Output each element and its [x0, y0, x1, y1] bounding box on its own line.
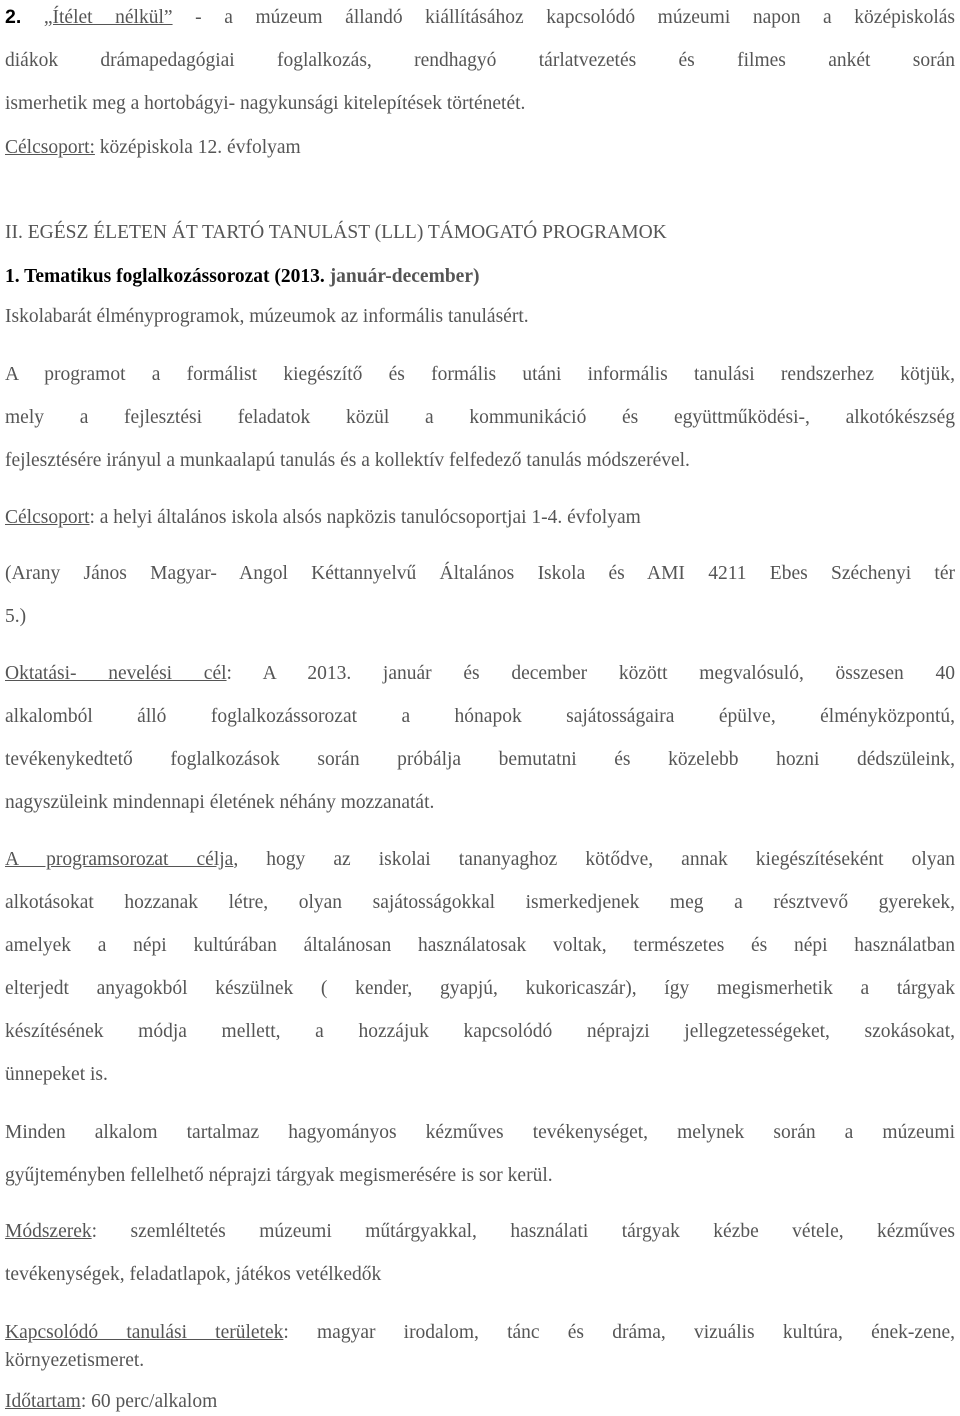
aim-line5: készítésének módja mellett, a hozzájuk kapcsolódó néprajzi jellegzetességeket, szokásokat,	[5, 1021, 955, 1042]
school-line2: 5.)	[5, 606, 27, 627]
section2-line1: 2. „Ítélet nélkül” - a múzeum állandó kiállításához kapcsolódó múzeumi napon a középiskolás	[5, 6, 956, 28]
school-line1: (Arany János Magyar- Angol Kéttannyelvű Általános Iskola és AMI 4211 Ebes Széchenyi tér	[5, 563, 955, 584]
section2-title: „Ítélet nélkül”	[43, 7, 173, 28]
target-group-label: Célcsoport	[5, 507, 90, 528]
goal-line1: Oktatási- nevelési cél: A 2013. január és december között megvalósuló, összesen 40	[5, 663, 955, 684]
section2-number: 2.	[5, 6, 22, 28]
areas-line1: Kapcsolódó tanulási területek: magyar irodalom, tánc és dráma, vizuális kultúra, ének-zene,	[5, 1322, 956, 1343]
areas-line2: környezetismeret.	[5, 1350, 145, 1371]
methods-line1: Módszerek: szemléltetés múzeumi műtárgyakkal, használati tárgyak kézbe vétele, kézműves	[5, 1221, 955, 1242]
aim-line2: alkotásokat hozzanak létre, olyan sajátosságokkal ismerkedjenek meg a résztvevő gyerekek,	[5, 892, 955, 913]
methods-label: Módszerek	[5, 1221, 92, 1242]
target-label: Célcsoport:	[5, 137, 95, 158]
goal-label: Oktatási- nevelési cél	[5, 663, 227, 684]
section2-line3: ismerhetik meg a hortobágyi- nagykunsági kitelepítések történetét.	[5, 93, 526, 114]
section2-target: Célcsoport: középiskola 12. évfolyam	[5, 137, 301, 158]
goal-line4: nagyszüleink mindennapi életének néhány mozzanatát.	[5, 792, 435, 813]
areas-label: Kapcsolódó tanulási területek	[5, 1322, 284, 1343]
aim-line3: amelyek a népi kultúrában általánosan használatosak voltak, természetes és népi használatban	[5, 935, 955, 956]
section-ii-subheading: 1. Tematikus foglalkozássorozat (2013. január-december)	[5, 266, 480, 287]
section-ii-heading: II. EGÉSZ ÉLETEN ÁT TARTÓ TANULÁST (LLL) TÁMOGATÓ PROGRAMOK	[5, 222, 667, 243]
target-group-line: Célcsoport: a helyi általános iskola alsós napközis tanulócsoportjai 1-4. évfolyam	[5, 507, 641, 528]
goal-line3: tevékenykedtető foglalkozások során próbálja bemutatni és közelebb hozni dédszüleink,	[5, 749, 955, 770]
methods-line2: tevékenységek, feladatlapok, játékos vetélkedők	[5, 1264, 382, 1285]
duration-line: Időtartam: 60 perc/alkalom	[5, 1391, 218, 1412]
craft-line2: gyűjteményben fellelhető néprajzi tárgyak megismerésére is sor kerül.	[5, 1165, 553, 1186]
aim-line1: A programsorozat célja, hogy az iskolai tananyaghoz kötődve, annak kiegészítéseként olyan	[5, 849, 955, 870]
aim-line4: elterjedt anyagokból készülnek ( kender, gyapjú, kukoricaszár), így megismerhetik a tárgyak	[5, 978, 955, 999]
aim-label: A programsorozat célja	[5, 849, 234, 870]
section2-line2: diákok drámapedagógiai foglalkozás, rendhagyó tárlatvezetés és filmes ankét során	[5, 50, 955, 71]
goal-line2: alkalomból álló foglalkozássorozat a hónapok sajátosságaira épülve, élményközpontú,	[5, 706, 955, 727]
para1-line3: fejlesztésére irányul a munkaalapú tanulás és a kollektív felfedező tanulás módszerével.	[5, 450, 690, 471]
section-ii-subtitle: Iskolabarát élményprogramok, múzeumok az informális tanulásért.	[5, 306, 529, 327]
craft-line1: Minden alkalom tartalmaz hagyományos kézműves tevékenységet, melynek során a múzeumi	[5, 1122, 955, 1143]
para1-line2: mely a fejlesztési feladatok közül a kommunikáció és együttműködési-, alkotókészség	[5, 407, 955, 428]
duration-label: Időtartam	[5, 1391, 81, 1412]
para1-line1: A programot a formálist kiegészítő és formális utáni informális tanulási rendszerhez kötjük,	[5, 364, 955, 385]
aim-line6: ünnepeket is.	[5, 1064, 108, 1085]
